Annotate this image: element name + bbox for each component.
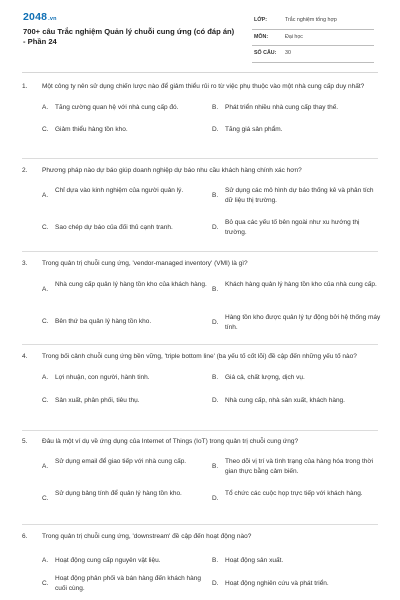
question-text: Trong quản trị chuỗi cung ứng, 'vendor-managed inventory' (VMI) là gì? (42, 260, 248, 267)
question-divider (22, 430, 378, 431)
option-a[interactable]: A. Hoạt động cung cấp nguyên vật liệu. (42, 556, 161, 564)
option-d[interactable]: D. Hàng tồn kho được quản lý tự động bởi hệ thống máy tính. (212, 313, 381, 331)
question-4 (22, 352, 378, 421)
options (22, 549, 378, 599)
question-stem (22, 166, 378, 177)
question-6 (22, 532, 378, 599)
site-logo[interactable] (23, 11, 57, 23)
question-stem (22, 352, 378, 363)
option-c[interactable]: C. Sao chép dự báo của đối thủ cạnh tranh. (42, 223, 173, 231)
meta-label: LỚP: (254, 17, 268, 23)
option-b[interactable]: B. Khách hàng quản lý hàng tồn kho của nhà cung cấp. (212, 280, 377, 293)
question-divider (22, 158, 378, 159)
question-number: 4. (22, 353, 28, 360)
question-stem (22, 532, 378, 543)
page-header (0, 0, 400, 72)
question-number: 6. (22, 533, 28, 540)
option-c[interactable]: C. Hoạt động phân phối và bán hàng đến khách hàng cuối cùng. (42, 574, 202, 592)
question-number: 5. (22, 438, 28, 445)
option-a[interactable]: A. Tăng cường quan hệ với nhà cung cấp đó. (42, 103, 179, 111)
question-number: 3. (22, 260, 28, 267)
meta-row-count (252, 46, 374, 63)
meta-label: MÔN: (254, 33, 269, 40)
question-text: Phương pháp nào dự báo giúp doanh nghiệp dự báo nhu cầu khách hàng chính xác hơn? (42, 167, 302, 174)
question-2 (22, 166, 378, 253)
question-text: Trong bối cảnh chuỗi cung ứng bền vững, 'triple bottom line' (ba yếu tố cốt lõi) đề cập đến những yếu tố nào? (42, 353, 357, 360)
option-b[interactable]: B. Phát triển nhiều nhà cung cấp thay thế. (212, 103, 339, 111)
logo-main: 2048 (23, 11, 48, 23)
option-a[interactable]: A. Nhà cung cấp quản lý hàng tồn kho của khách hàng. (42, 280, 207, 293)
options (22, 183, 378, 253)
option-d[interactable]: D. Bỏ qua các yếu tố bên ngoài như xu hướng thị trường. (212, 218, 360, 236)
meta-label: SỐ CÂU: (254, 50, 277, 56)
meta-row-subject (252, 30, 374, 47)
meta-value: Trắc nghiệm tổng hợp (285, 17, 337, 23)
option-c[interactable]: C. Bên thứ ba quản lý hàng tồn kho. (42, 317, 152, 325)
question-number: 2. (22, 167, 28, 174)
question-divider (22, 524, 378, 525)
question-text: Đâu là một ví dụ về ứng dụng của Internet of Things (IoT) trong quản trị chuỗi cung ứng? (42, 438, 299, 445)
question-stem (22, 259, 378, 270)
meta-value: Đại học (285, 33, 303, 40)
option-a[interactable]: A. Chỉ dựa vào kinh nghiệm của người quản lý. (42, 186, 184, 199)
question-text: Một công ty nên sử dụng chiến lược nào để giảm thiểu rủi ro từ việc phụ thuộc vào một nhà cung cấp duy nhất? (42, 83, 365, 90)
options (22, 369, 378, 421)
option-b[interactable]: B. Theo dõi vị trí và tình trạng của hàng hóa trong thời gian thực bằng cảm biến. (212, 457, 374, 475)
option-a[interactable]: A. Sử dụng email để giao tiếp với nhà cung cấp. (42, 457, 187, 470)
option-a[interactable]: A. Lợi nhuận, con người, hành tinh. (42, 373, 150, 381)
option-c[interactable]: C. Sản xuất, phân phối, tiêu thụ. (42, 396, 140, 404)
meta-value: 30 (285, 50, 291, 56)
meta-info (252, 13, 374, 63)
option-b[interactable]: B. Giá cả, chất lượng, dịch vụ. (212, 373, 305, 381)
question-number: 1. (22, 83, 28, 90)
option-d[interactable]: D. Tổ chức các cuộc họp trực tiếp với khách hàng. (212, 489, 363, 502)
question-divider (22, 251, 378, 252)
option-b[interactable]: B. Sử dụng các mô hình dự báo thống kê và phân tích dữ liệu thị trường. (212, 186, 374, 204)
logo-tld: .vn (48, 16, 57, 22)
question-1 (22, 82, 378, 143)
header-divider (22, 72, 378, 73)
option-d[interactable]: D. Hoạt động nghiên cứu và phát triển. (212, 579, 329, 587)
question-stem (22, 82, 378, 93)
page-title: 700+ câu Trắc nghiệm Quản lý chuỗi cung ứng (có đáp án) - Phần 24 (23, 27, 235, 46)
question-divider (22, 344, 378, 345)
option-d[interactable]: D. Tăng giá sản phẩm. (212, 125, 283, 133)
options (22, 276, 381, 346)
meta-row-class (252, 13, 374, 30)
question-3 (22, 259, 381, 346)
options (22, 99, 378, 143)
option-c[interactable]: C. Giảm thiểu hàng tồn kho. (42, 125, 128, 133)
options (22, 454, 378, 524)
option-c[interactable]: C. Sử dụng bảng tính để quản lý hàng tồn kho. (42, 489, 182, 502)
option-d[interactable]: D. Nhà cung cấp, nhà sản xuất, khách hàng. (212, 396, 345, 404)
question-5 (22, 437, 378, 524)
question-stem (22, 437, 378, 448)
option-b[interactable]: B. Hoạt động sản xuất. (212, 556, 284, 564)
question-text: Trong quản trị chuỗi cung ứng, 'downstream' đề cập đến hoạt động nào? (42, 533, 252, 540)
